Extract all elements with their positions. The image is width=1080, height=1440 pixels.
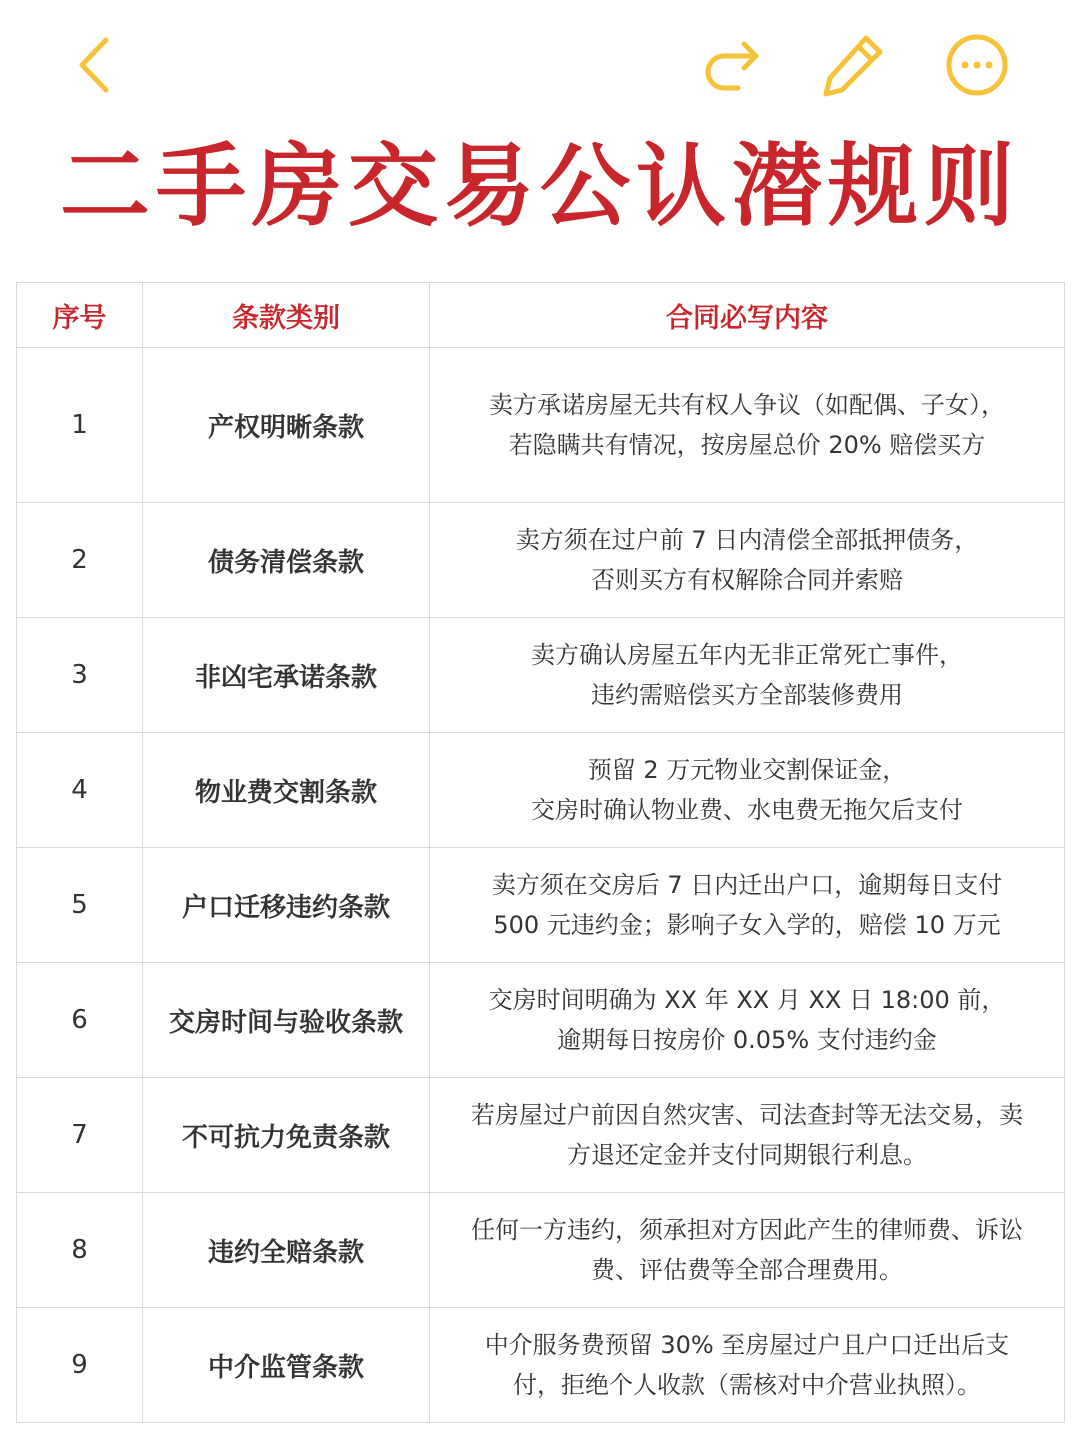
header-number: 序号	[17, 283, 143, 348]
table-row	[17, 348, 1065, 503]
row-number: 7	[17, 1078, 143, 1193]
table-row	[17, 1193, 1065, 1308]
back-button[interactable]	[62, 30, 132, 100]
row-category: 交房时间与验收条款	[143, 963, 430, 1078]
row-content	[430, 348, 1065, 503]
row-content	[430, 1078, 1065, 1193]
content-line: 预留 2 万元物业交割保证金，	[587, 756, 907, 784]
content-line: 若房屋过户前因自然灾害、司法查封等无法交易，卖	[471, 1101, 1023, 1129]
row-category: 产权明晰条款	[143, 348, 430, 503]
row-category: 非凶宅承诺条款	[143, 618, 430, 733]
content-line: 卖方承诺房屋无共有权人争议（如配偶、子女），	[489, 391, 1005, 419]
content-line: 否则买方有权解除合同并索赔	[591, 566, 903, 594]
table-row	[17, 848, 1065, 963]
table-row	[17, 1078, 1065, 1193]
share-button[interactable]	[698, 30, 768, 100]
content-line: 任何一方违约，须承担对方因此产生的律师费、诉讼	[471, 1216, 1023, 1244]
content-line: 中介服务费预留 30% 至房屋过户且户口迁出后支	[484, 1331, 1010, 1359]
table-row	[17, 963, 1065, 1078]
pencil-icon	[818, 30, 888, 100]
table-header-row	[17, 283, 1065, 348]
row-content	[430, 733, 1065, 848]
header-content: 合同必写内容	[430, 283, 1065, 348]
row-content	[430, 848, 1065, 963]
content-line: 交房时间明确为 XX 年 XX 月 XX 日 18:00 前，	[488, 986, 1006, 1014]
row-category: 违约全赔条款	[143, 1193, 430, 1308]
table-row	[17, 1308, 1065, 1423]
table-row	[17, 618, 1065, 733]
content-line: 卖方须在过户前 7 日内清偿全部抵押债务，	[515, 526, 979, 554]
row-content	[430, 618, 1065, 733]
content-line: 交房时确认物业费、水电费无拖欠后支付	[531, 796, 963, 824]
top-toolbar	[0, 0, 1080, 130]
row-number: 6	[17, 963, 143, 1078]
row-number: 1	[17, 348, 143, 503]
row-category: 债务清偿条款	[143, 503, 430, 618]
content-line: 费、评估费等全部合理费用。	[591, 1256, 903, 1284]
content-line: 逾期每日按房价 0.05% 支付违约金	[557, 1026, 937, 1054]
row-content	[430, 1193, 1065, 1308]
row-category: 中介监管条款	[143, 1308, 430, 1423]
content-line: 方退还定金并支付同期银行利息。	[567, 1141, 927, 1169]
redo-arrow-icon	[698, 30, 768, 100]
row-category: 物业费交割条款	[143, 733, 430, 848]
rules-table	[16, 282, 1065, 1423]
content-line: 违约需赔偿买方全部装修费用	[591, 681, 903, 709]
more-button[interactable]	[942, 30, 1012, 100]
row-number: 4	[17, 733, 143, 848]
row-number: 2	[17, 503, 143, 618]
content-line: 卖方确认房屋五年内无非正常死亡事件，	[531, 641, 963, 669]
row-category: 不可抗力免责条款	[143, 1078, 430, 1193]
content-line: 卖方须在交房后 7 日内迁出户口，逾期每日支付	[491, 871, 1003, 899]
row-content	[430, 963, 1065, 1078]
row-content	[430, 1308, 1065, 1423]
edit-button[interactable]	[818, 30, 888, 100]
header-category: 条款类别	[143, 283, 430, 348]
row-number: 8	[17, 1193, 143, 1308]
table-row	[17, 503, 1065, 618]
content-line: 500 元违约金；影响子女入学的，赔偿 10 万元	[493, 911, 1001, 939]
row-number: 9	[17, 1308, 143, 1423]
chevron-left-icon	[62, 30, 132, 100]
row-category: 户口迁移违约条款	[143, 848, 430, 963]
row-content	[430, 503, 1065, 618]
row-number: 3	[17, 618, 143, 733]
content-line: 若隐瞒共有情况，按房屋总价 20% 赔偿买方	[508, 431, 986, 459]
page-title: 二手房交易公认潜规则	[60, 134, 1020, 239]
more-dots-icon	[942, 30, 1012, 100]
content-line: 付，拒绝个人收款（需核对中介营业执照）。	[513, 1371, 981, 1399]
row-number: 5	[17, 848, 143, 963]
table-row	[17, 733, 1065, 848]
